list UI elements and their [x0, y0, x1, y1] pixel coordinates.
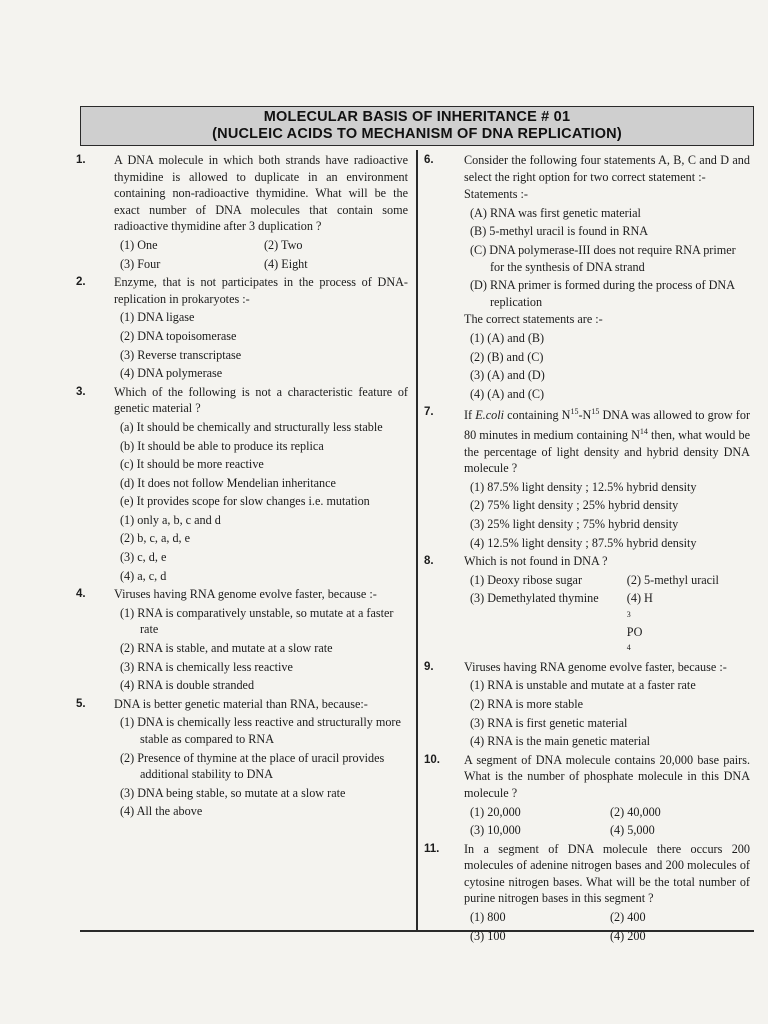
- question-9: [424, 659, 750, 750]
- option: (4) All the above: [120, 804, 203, 819]
- option: (1) 800: [470, 910, 506, 925]
- option-row: [464, 928, 750, 945]
- question-number: 8.: [424, 555, 434, 568]
- option: (1) RNA is comparatively unstable, so mutate at a faster rate: [120, 605, 394, 637]
- option: (2) Two: [264, 237, 303, 252]
- option: (4) RNA is double stranded: [120, 678, 255, 693]
- option: (3) 10,000: [470, 823, 521, 838]
- question-number: 1.: [76, 154, 86, 166]
- question-number: 2.: [76, 276, 86, 289]
- question-3: [76, 384, 408, 585]
- right-column: [424, 152, 750, 946]
- statement: (c) It should be more reactive: [120, 457, 264, 472]
- option-row: [464, 590, 750, 656]
- question-number: 6.: [424, 154, 434, 166]
- title-banner: [80, 106, 754, 146]
- option-row: [114, 237, 408, 254]
- option: (2) DNA topoisomerase: [120, 328, 237, 343]
- option: (3) RNA is first genetic material: [470, 715, 628, 730]
- statement: (a) It should be chemically and structurally less stable: [120, 419, 383, 434]
- option: (3) Reverse transcriptase: [120, 347, 242, 362]
- option: (4) RNA is the main genetic material: [470, 734, 651, 749]
- question-text: Enzyme, that is not participates in the process of DNA-replication in prokaryotes :-: [114, 275, 408, 306]
- option: (3) RNA is chemically less reactive: [120, 659, 293, 674]
- question-text: Viruses having RNA genome evolve faster, because :-: [114, 587, 377, 602]
- question-text: A DNA molecule in which both strands have radioactive thymidine is allowed to duplicate in an environment containing non-radioactive thymidine. What will be the exact number of DNA molecules that contain some radioactive thymidine after 3 duplication ?: [114, 153, 408, 234]
- option: (4) H 3 PO 4: [626, 591, 653, 653]
- option-row: [464, 572, 750, 589]
- option-row: [464, 804, 750, 821]
- option: (2) RNA is stable, and mutate at a slow rate: [120, 641, 333, 656]
- question-1: [76, 152, 408, 272]
- option-row: [464, 822, 750, 839]
- option: (1) Deoxy ribose sugar: [470, 572, 583, 587]
- statement: (e) It provides scope for slow changes i.e. mutation: [120, 494, 370, 509]
- option: (2) RNA is more stable: [470, 696, 584, 711]
- option-row: [464, 909, 750, 926]
- question-text: If E.coli containing $N^{15}-N^{15}$ DNA was allowed to grow for 80 minutes in medium containing $N^{14}$ then, what would be the percentage of light density and hybrid density DNA molecule ?: [464, 407, 750, 476]
- option: (2) (B) and (C): [470, 349, 544, 364]
- question-text: In a segment of DNA molecule there occurs 200 molecules of adenine nitrogen bases and 200 molecules of cytosine nitrogen bases. What will be the total number of purine nitrogen bases in this segment ?: [464, 841, 750, 906]
- statement: (d) It does not follow Mendelian inheritance: [120, 475, 336, 490]
- option: (4) Eight: [264, 256, 308, 271]
- option: (1) 20,000: [470, 804, 521, 819]
- correct-statements-label: The correct statements are :-: [464, 312, 603, 327]
- option: (1) (A) and (B): [470, 330, 545, 345]
- option: (1) only a, b, c and d: [120, 512, 221, 527]
- option: (1) RNA is unstable and mutate at a faster rate: [470, 678, 696, 693]
- question-6: [424, 152, 750, 402]
- question-text: DNA is better genetic material than RNA, because:-: [114, 696, 368, 711]
- statement: (B) 5-methyl uracil is found in RNA: [470, 224, 649, 239]
- statement: (C) DNA polymerase-III does not require RNA primer for the synthesis of DNA strand: [470, 242, 736, 274]
- question-2: [76, 274, 408, 382]
- question-5: [76, 696, 408, 820]
- question-number: 3.: [76, 385, 86, 398]
- option: (4) 200: [610, 928, 646, 943]
- question-4: [76, 586, 408, 694]
- option: (4) DNA polymerase: [120, 366, 223, 381]
- question-text: A segment of DNA molecule contains 20,000 base pairs. What is the number of phosphate molecule in this DNA molecule ?: [464, 752, 750, 800]
- option: (2) Presence of thymine at the place of uracil provides additional stability to DNA: [120, 750, 385, 782]
- statement: (b) It should be able to produce its replica: [120, 438, 324, 453]
- column-divider: [416, 150, 418, 930]
- question-number: 9.: [424, 660, 434, 673]
- option: (1) One: [120, 237, 158, 252]
- option: (2) 400: [610, 910, 646, 925]
- option: (3) Four: [120, 256, 161, 271]
- question-text: Consider the following four statements A, B, C and D and select the right option for two correct statement :-: [464, 153, 750, 184]
- statements-label: Statements :-: [464, 187, 528, 202]
- page-title: MOLECULAR BASIS OF INHERITANCE # 01: [263, 109, 571, 125]
- option: (2) 40,000: [610, 804, 661, 819]
- option: (1) DNA is chemically less reactive and structurally more stable as compared to RNA: [120, 715, 401, 746]
- question-11: [424, 841, 750, 945]
- question-text: Which of the following is not a characteristic feature of genetic material ?: [114, 384, 408, 416]
- option-row: [114, 256, 408, 273]
- statement: (A) RNA was first genetic material: [470, 205, 641, 220]
- option: (3) 100: [470, 928, 506, 943]
- option: (2) b, c, a, d, e: [120, 531, 191, 546]
- option: (3) Demethylated thymine: [470, 591, 599, 606]
- option: (3) (A) and (D): [470, 368, 545, 383]
- question-10: [424, 752, 750, 839]
- question-7: [424, 404, 750, 551]
- option: (4) 12.5% light density ; 87.5% hybrid density: [470, 535, 697, 550]
- question-number: 10.: [424, 753, 440, 766]
- option: (4) 5,000: [610, 823, 655, 838]
- option: (1) DNA ligase: [120, 310, 195, 325]
- question-text: Which is not found in DNA ?: [464, 554, 608, 569]
- option: (2) 5-methyl uracil: [626, 572, 719, 587]
- question-text: Viruses having RNA genome evolve faster, because :-: [464, 659, 727, 674]
- question-number: 5.: [76, 697, 86, 710]
- option: (3) c, d, e: [120, 550, 167, 565]
- option: (4) (A) and (C): [470, 386, 545, 401]
- option: (3) 25% light density ; 75% hybrid density: [470, 517, 679, 531]
- option: (1) 87.5% light density ; 12.5% hybrid density: [470, 479, 697, 494]
- left-column: [76, 152, 408, 822]
- page-subtitle: (NUCLEIC ACIDS TO MECHANISM OF DNA REPLICATION): [212, 126, 622, 142]
- statement: (D) RNA primer is formed during the process of DNA replication: [470, 278, 735, 309]
- question-number: 7.: [424, 406, 434, 419]
- option: (2) 75% light density ; 25% hybrid density: [470, 498, 679, 513]
- question-8: [424, 553, 750, 657]
- question-number: 11.: [424, 842, 440, 855]
- question-number: 4.: [76, 588, 86, 601]
- option: (3) DNA being stable, so mutate at a slow rate: [120, 785, 346, 800]
- option: (4) a, c, d: [120, 568, 167, 583]
